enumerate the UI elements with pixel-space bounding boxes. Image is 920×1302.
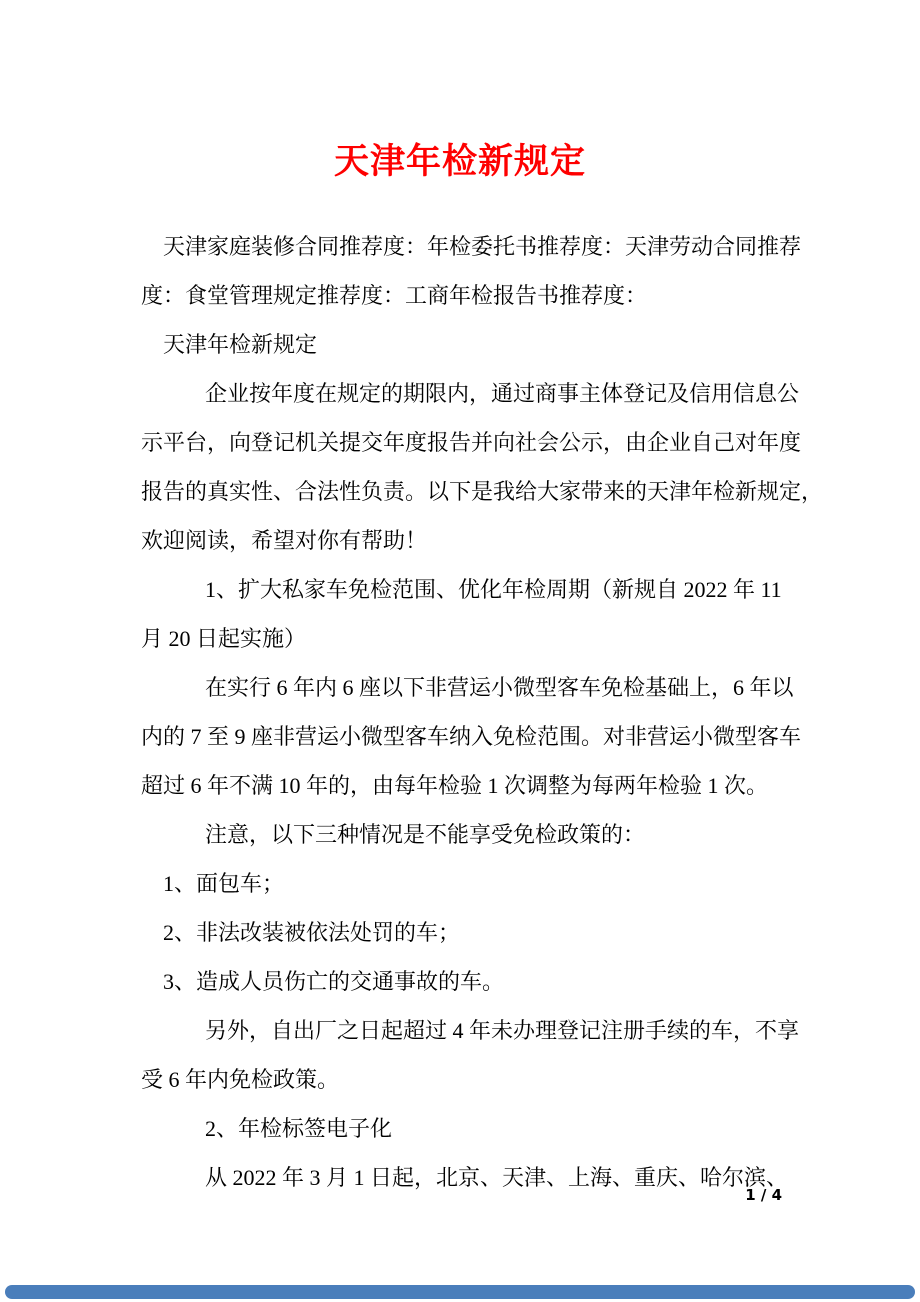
text-line: 注意，以下三种情况是不能享受免检政策的： (205, 822, 646, 847)
text-line: 报告的真实性、合法性负责。以下是我给大家带来的天津年检新规定， (141, 479, 824, 504)
text-line: 2、非法改装被依法处罚的车； (163, 920, 461, 945)
horizontal-scrollbar-thumb[interactable] (5, 1285, 915, 1299)
text-line: 月 20 日起实施） (141, 626, 307, 651)
text-line: 在实行 6 年内 6 座以下非营运小微型客车免检基础上，6 年以 (205, 675, 794, 700)
text-line: 企业按年度在规定的期限内，通过商事主体登记及信用信息公 (205, 381, 800, 406)
text-line: 欢迎阅读，希望对你有帮助！ (141, 528, 428, 553)
text-line: 超过 6 年不满 10 年的，由每年检验 1 次调整为每两年检验 1 次。 (141, 773, 769, 798)
text-line: 内的 7 至 9 座非营运小微型客车纳入免检范围。对非营运小微型客车 (141, 724, 802, 749)
document-title: 天津年检新规定 (333, 142, 586, 181)
text-line: 另外，自出厂之日起超过 4 年未办理登记注册手续的车，不享 (205, 1018, 800, 1043)
text-line: 1、扩大私家车免检范围、优化年检周期（新规自 2022 年 11 (205, 577, 782, 602)
page-number-indicator: 1 / 4 (745, 1186, 782, 1204)
text-line: 受 6 年内免检政策。 (141, 1067, 340, 1092)
document-body (141, 222, 824, 1202)
text-line: 2、年检标签电子化 (205, 1116, 393, 1141)
text-line: 天津年检新规定 (163, 332, 318, 357)
text-line: 1、面包车； (163, 871, 285, 896)
text-line: 度：食堂管理规定推荐度：工商年检报告书推荐度： (141, 283, 648, 308)
text-line: 从 2022 年 3 月 1 日起，北京、天津、上海、重庆、哈尔滨、 (205, 1165, 789, 1190)
text-line: 示平台，向登记机关提交年度报告并向社会公示，由企业自己对年度 (141, 430, 802, 455)
text-line: 天津家庭装修合同推荐度：年检委托书推荐度：天津劳动合同推荐 (163, 234, 802, 259)
text-line: 3、造成人员伤亡的交通事故的车。 (163, 969, 505, 994)
